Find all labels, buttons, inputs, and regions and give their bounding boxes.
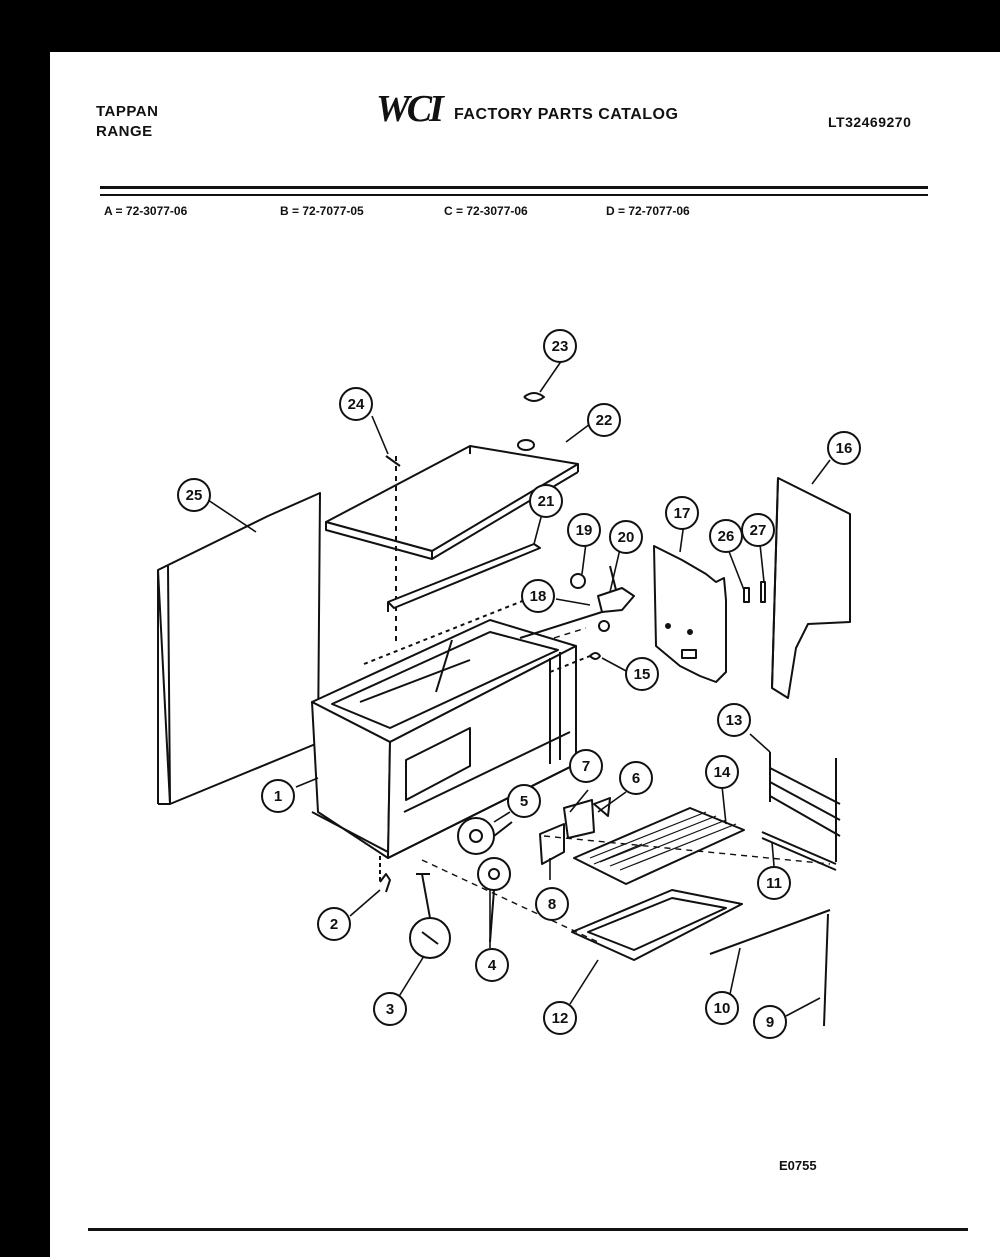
part-25-side-panel [158, 493, 320, 804]
callout-7 [570, 750, 602, 782]
callout-17 [666, 497, 698, 529]
svg-text:4: 4 [487, 957, 497, 974]
model-b: B = 72-7077-05 [280, 204, 364, 218]
callout-9 [754, 1006, 786, 1038]
part-2-bracket [380, 856, 390, 892]
callout-13 [718, 704, 750, 736]
part-17-control-panel [654, 546, 726, 682]
svg-text:9: 9 [765, 1014, 775, 1031]
drawing-code: E0755 [779, 1158, 817, 1173]
part-12-front-grille [572, 890, 742, 960]
callout-3 [374, 993, 406, 1025]
catalog-page [50, 52, 1000, 1257]
exploded-parts-diagram [50, 52, 1000, 1257]
callout-11 [758, 867, 790, 899]
part-5-mount [458, 818, 512, 854]
svg-text:22: 22 [595, 412, 613, 429]
footer-rule [88, 1228, 968, 1231]
svg-text:15: 15 [633, 666, 651, 683]
callout-1 [262, 780, 294, 812]
part-14-filter [574, 808, 744, 884]
svg-text:12: 12 [551, 1010, 569, 1027]
callout-5 [508, 785, 540, 817]
part-4-gasket [478, 858, 510, 942]
svg-text:2: 2 [329, 916, 339, 933]
svg-text:1: 1 [273, 788, 283, 805]
part-16-back-panel [772, 478, 850, 698]
svg-text:3: 3 [385, 1001, 395, 1018]
svg-text:10: 10 [713, 1000, 731, 1017]
callout-22 [588, 404, 620, 436]
part-10-strip [710, 910, 830, 954]
part-23-clip [524, 393, 544, 401]
catalog-id: LT32469270 [828, 114, 912, 130]
part-1-cabinet [312, 598, 576, 858]
part-26-27-switches [744, 582, 765, 602]
callout-18 [522, 580, 554, 612]
brand-line-1: TAPPAN [96, 103, 159, 120]
svg-text:5: 5 [519, 793, 529, 810]
callout-19 [568, 514, 600, 546]
callout-21 [530, 485, 562, 517]
catalog-title: FACTORY PARTS CATALOG [454, 106, 679, 123]
svg-text:14: 14 [713, 764, 731, 781]
callout-20 [610, 521, 642, 553]
callout-16 [828, 432, 860, 464]
svg-text:19: 19 [575, 522, 593, 539]
callout-8 [536, 888, 568, 920]
model-d: D = 72-7077-06 [606, 204, 690, 218]
svg-text:21: 21 [537, 493, 555, 510]
callout-12 [544, 1002, 576, 1034]
model-c: C = 72-3077-06 [444, 204, 528, 218]
svg-text:8: 8 [547, 896, 557, 913]
svg-text:24: 24 [347, 396, 365, 413]
svg-text:23: 23 [551, 338, 569, 355]
callout-24 [340, 388, 372, 420]
callout-25 [178, 479, 210, 511]
part-3-screw [410, 874, 450, 958]
svg-text:13: 13 [725, 712, 743, 729]
callout-26 [710, 520, 742, 552]
svg-text:11: 11 [766, 875, 782, 892]
callout-15 [626, 658, 658, 690]
svg-text:26: 26 [717, 528, 735, 545]
svg-text:7: 7 [581, 758, 591, 775]
svg-text:27: 27 [749, 522, 767, 539]
svg-text:25: 25 [185, 487, 203, 504]
callout-23 [544, 330, 576, 362]
model-a: A = 72-3077-06 [104, 204, 188, 218]
callout-14 [706, 756, 738, 788]
part-9-strip [824, 914, 828, 1026]
callout-27 [742, 514, 774, 546]
callout-4 [476, 949, 508, 981]
svg-text:17: 17 [673, 505, 691, 522]
svg-text:16: 16 [835, 440, 853, 457]
brand-line-2: RANGE [96, 123, 153, 140]
callout-2 [318, 908, 350, 940]
svg-text:18: 18 [529, 588, 547, 605]
svg-text:WCI: WCI [376, 88, 441, 128]
callout-6 [620, 762, 652, 794]
svg-text:6: 6 [631, 770, 641, 787]
callout-10 [706, 992, 738, 1024]
svg-text:20: 20 [617, 529, 635, 546]
